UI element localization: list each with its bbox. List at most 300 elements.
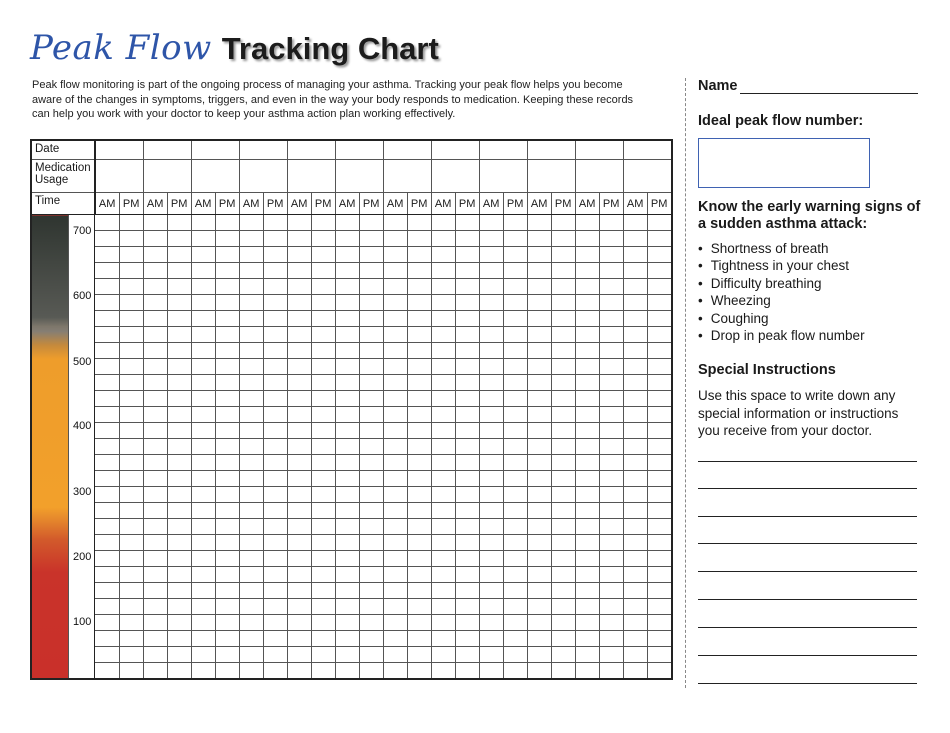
- reading-cell[interactable]: [383, 407, 407, 423]
- reading-cell[interactable]: [335, 279, 359, 295]
- reading-cell[interactable]: [215, 439, 239, 455]
- reading-cell[interactable]: [503, 279, 527, 295]
- medication-cell[interactable]: [527, 160, 575, 193]
- reading-cell[interactable]: [575, 471, 599, 487]
- reading-cell[interactable]: [95, 407, 120, 423]
- reading-cell[interactable]: [407, 343, 431, 359]
- reading-cell[interactable]: [359, 391, 383, 407]
- reading-cell[interactable]: [623, 311, 647, 327]
- reading-cell[interactable]: [215, 471, 239, 487]
- reading-cell[interactable]: [191, 279, 215, 295]
- reading-cell[interactable]: [455, 455, 479, 471]
- reading-cell[interactable]: [575, 247, 599, 263]
- reading-cell[interactable]: [215, 279, 239, 295]
- reading-cell[interactable]: [455, 535, 479, 551]
- reading-cell[interactable]: [191, 567, 215, 583]
- reading-cell[interactable]: [575, 631, 599, 647]
- reading-cell[interactable]: [215, 503, 239, 519]
- reading-cell[interactable]: [527, 231, 551, 247]
- reading-cell[interactable]: [335, 503, 359, 519]
- reading-cell[interactable]: [119, 215, 143, 231]
- reading-cell[interactable]: [191, 247, 215, 263]
- reading-cell[interactable]: [503, 647, 527, 663]
- reading-cell[interactable]: [311, 471, 335, 487]
- reading-cell[interactable]: [167, 567, 191, 583]
- reading-cell[interactable]: [503, 567, 527, 583]
- reading-cell[interactable]: [311, 279, 335, 295]
- reading-cell[interactable]: [383, 519, 407, 535]
- reading-cell[interactable]: [431, 487, 455, 503]
- reading-cell[interactable]: [167, 423, 191, 439]
- reading-cell[interactable]: [479, 487, 503, 503]
- reading-cell[interactable]: [359, 279, 383, 295]
- reading-cell[interactable]: [383, 663, 407, 680]
- date-cell[interactable]: [287, 140, 335, 160]
- reading-cell[interactable]: [191, 487, 215, 503]
- reading-cell[interactable]: [551, 295, 575, 311]
- date-cell[interactable]: [383, 140, 431, 160]
- reading-cell[interactable]: [215, 647, 239, 663]
- reading-cell[interactable]: [647, 647, 672, 663]
- reading-cell[interactable]: [383, 455, 407, 471]
- reading-cell[interactable]: [311, 215, 335, 231]
- reading-cell[interactable]: [479, 583, 503, 599]
- reading-cell[interactable]: [335, 663, 359, 680]
- reading-cell[interactable]: [431, 599, 455, 615]
- reading-cell[interactable]: [455, 375, 479, 391]
- reading-cell[interactable]: [119, 599, 143, 615]
- reading-cell[interactable]: [119, 311, 143, 327]
- reading-cell[interactable]: [95, 423, 120, 439]
- reading-cell[interactable]: [599, 663, 623, 680]
- reading-cell[interactable]: [119, 343, 143, 359]
- reading-cell[interactable]: [431, 327, 455, 343]
- reading-cell[interactable]: [407, 215, 431, 231]
- medication-cell[interactable]: [95, 160, 144, 193]
- reading-cell[interactable]: [599, 439, 623, 455]
- reading-cell[interactable]: [575, 295, 599, 311]
- instruction-line[interactable]: [698, 599, 917, 600]
- reading-cell[interactable]: [191, 375, 215, 391]
- reading-cell[interactable]: [455, 407, 479, 423]
- name-field[interactable]: [740, 79, 919, 94]
- reading-cell[interactable]: [215, 375, 239, 391]
- reading-cell[interactable]: [311, 263, 335, 279]
- reading-cell[interactable]: [479, 375, 503, 391]
- reading-cell[interactable]: [263, 503, 287, 519]
- reading-cell[interactable]: [647, 231, 672, 247]
- reading-cell[interactable]: [191, 535, 215, 551]
- reading-cell[interactable]: [503, 599, 527, 615]
- reading-cell[interactable]: [647, 615, 672, 631]
- reading-cell[interactable]: [455, 311, 479, 327]
- reading-cell[interactable]: [95, 343, 120, 359]
- reading-cell[interactable]: [335, 295, 359, 311]
- medication-cell[interactable]: [143, 160, 191, 193]
- reading-cell[interactable]: [287, 535, 311, 551]
- medication-cell[interactable]: [479, 160, 527, 193]
- reading-cell[interactable]: [647, 327, 672, 343]
- reading-cell[interactable]: [479, 407, 503, 423]
- reading-cell[interactable]: [215, 535, 239, 551]
- reading-cell[interactable]: [287, 599, 311, 615]
- reading-cell[interactable]: [143, 359, 167, 375]
- reading-cell[interactable]: [383, 551, 407, 567]
- reading-cell[interactable]: [335, 439, 359, 455]
- reading-cell[interactable]: [311, 231, 335, 247]
- reading-cell[interactable]: [383, 439, 407, 455]
- reading-cell[interactable]: [407, 263, 431, 279]
- reading-cell[interactable]: [431, 423, 455, 439]
- instruction-line[interactable]: [698, 683, 917, 684]
- reading-cell[interactable]: [191, 295, 215, 311]
- reading-cell[interactable]: [623, 407, 647, 423]
- reading-cell[interactable]: [287, 391, 311, 407]
- reading-cell[interactable]: [119, 487, 143, 503]
- reading-cell[interactable]: [551, 519, 575, 535]
- reading-cell[interactable]: [239, 519, 263, 535]
- reading-cell[interactable]: [527, 487, 551, 503]
- reading-cell[interactable]: [119, 263, 143, 279]
- reading-cell[interactable]: [383, 503, 407, 519]
- reading-cell[interactable]: [143, 647, 167, 663]
- reading-cell[interactable]: [215, 615, 239, 631]
- reading-cell[interactable]: [119, 423, 143, 439]
- reading-cell[interactable]: [599, 551, 623, 567]
- reading-cell[interactable]: [623, 423, 647, 439]
- reading-cell[interactable]: [383, 567, 407, 583]
- reading-cell[interactable]: [263, 631, 287, 647]
- reading-cell[interactable]: [191, 391, 215, 407]
- reading-cell[interactable]: [359, 471, 383, 487]
- reading-cell[interactable]: [239, 343, 263, 359]
- reading-cell[interactable]: [191, 359, 215, 375]
- reading-cell[interactable]: [191, 327, 215, 343]
- reading-cell[interactable]: [575, 599, 599, 615]
- reading-cell[interactable]: [263, 343, 287, 359]
- reading-cell[interactable]: [191, 599, 215, 615]
- reading-cell[interactable]: [95, 487, 120, 503]
- reading-cell[interactable]: [503, 407, 527, 423]
- reading-cell[interactable]: [599, 263, 623, 279]
- reading-cell[interactable]: [359, 503, 383, 519]
- reading-cell[interactable]: [95, 519, 120, 535]
- reading-cell[interactable]: [431, 279, 455, 295]
- reading-cell[interactable]: [167, 631, 191, 647]
- reading-cell[interactable]: [167, 375, 191, 391]
- reading-cell[interactable]: [215, 407, 239, 423]
- reading-cell[interactable]: [599, 295, 623, 311]
- reading-cell[interactable]: [167, 327, 191, 343]
- reading-cell[interactable]: [599, 599, 623, 615]
- reading-cell[interactable]: [479, 359, 503, 375]
- reading-cell[interactable]: [239, 279, 263, 295]
- reading-cell[interactable]: [335, 471, 359, 487]
- reading-cell[interactable]: [479, 663, 503, 680]
- reading-cell[interactable]: [311, 295, 335, 311]
- reading-cell[interactable]: [407, 375, 431, 391]
- reading-cell[interactable]: [95, 471, 120, 487]
- medication-cell[interactable]: [191, 160, 239, 193]
- reading-cell[interactable]: [575, 423, 599, 439]
- reading-cell[interactable]: [503, 231, 527, 247]
- reading-cell[interactable]: [599, 647, 623, 663]
- reading-cell[interactable]: [575, 279, 599, 295]
- reading-cell[interactable]: [479, 247, 503, 263]
- reading-cell[interactable]: [119, 583, 143, 599]
- reading-cell[interactable]: [215, 343, 239, 359]
- reading-cell[interactable]: [431, 391, 455, 407]
- reading-cell[interactable]: [143, 295, 167, 311]
- reading-cell[interactable]: [359, 631, 383, 647]
- reading-cell[interactable]: [239, 407, 263, 423]
- reading-cell[interactable]: [167, 231, 191, 247]
- reading-cell[interactable]: [167, 519, 191, 535]
- reading-cell[interactable]: [407, 647, 431, 663]
- reading-cell[interactable]: [599, 359, 623, 375]
- reading-cell[interactable]: [95, 279, 120, 295]
- reading-cell[interactable]: [407, 279, 431, 295]
- reading-cell[interactable]: [239, 247, 263, 263]
- reading-cell[interactable]: [527, 471, 551, 487]
- reading-cell[interactable]: [407, 631, 431, 647]
- instruction-line[interactable]: [698, 543, 917, 544]
- reading-cell[interactable]: [263, 567, 287, 583]
- reading-cell[interactable]: [527, 567, 551, 583]
- reading-cell[interactable]: [503, 471, 527, 487]
- reading-cell[interactable]: [527, 615, 551, 631]
- reading-cell[interactable]: [311, 423, 335, 439]
- reading-cell[interactable]: [263, 615, 287, 631]
- reading-cell[interactable]: [623, 519, 647, 535]
- reading-cell[interactable]: [647, 551, 672, 567]
- reading-cell[interactable]: [263, 487, 287, 503]
- reading-cell[interactable]: [407, 247, 431, 263]
- instruction-line[interactable]: [698, 488, 917, 489]
- reading-cell[interactable]: [311, 439, 335, 455]
- reading-cell[interactable]: [407, 311, 431, 327]
- reading-cell[interactable]: [239, 535, 263, 551]
- reading-cell[interactable]: [455, 503, 479, 519]
- reading-cell[interactable]: [383, 247, 407, 263]
- reading-cell[interactable]: [359, 519, 383, 535]
- reading-cell[interactable]: [551, 279, 575, 295]
- reading-cell[interactable]: [551, 327, 575, 343]
- reading-cell[interactable]: [263, 215, 287, 231]
- reading-cell[interactable]: [647, 215, 672, 231]
- reading-cell[interactable]: [359, 647, 383, 663]
- medication-cell[interactable]: [623, 160, 672, 193]
- reading-cell[interactable]: [455, 647, 479, 663]
- reading-cell[interactable]: [191, 343, 215, 359]
- reading-cell[interactable]: [527, 375, 551, 391]
- reading-cell[interactable]: [311, 535, 335, 551]
- reading-cell[interactable]: [383, 215, 407, 231]
- reading-cell[interactable]: [479, 343, 503, 359]
- reading-cell[interactable]: [479, 519, 503, 535]
- reading-cell[interactable]: [359, 327, 383, 343]
- reading-cell[interactable]: [599, 407, 623, 423]
- reading-cell[interactable]: [551, 535, 575, 551]
- reading-cell[interactable]: [215, 231, 239, 247]
- reading-cell[interactable]: [431, 519, 455, 535]
- reading-cell[interactable]: [263, 423, 287, 439]
- reading-cell[interactable]: [551, 647, 575, 663]
- reading-cell[interactable]: [359, 663, 383, 680]
- reading-cell[interactable]: [263, 407, 287, 423]
- reading-cell[interactable]: [431, 295, 455, 311]
- reading-cell[interactable]: [215, 359, 239, 375]
- reading-cell[interactable]: [407, 487, 431, 503]
- reading-cell[interactable]: [551, 311, 575, 327]
- reading-cell[interactable]: [263, 391, 287, 407]
- reading-cell[interactable]: [359, 231, 383, 247]
- reading-cell[interactable]: [239, 327, 263, 343]
- reading-cell[interactable]: [551, 583, 575, 599]
- reading-cell[interactable]: [527, 663, 551, 680]
- reading-cell[interactable]: [383, 231, 407, 247]
- reading-cell[interactable]: [95, 263, 120, 279]
- reading-cell[interactable]: [263, 519, 287, 535]
- reading-cell[interactable]: [575, 615, 599, 631]
- reading-cell[interactable]: [479, 615, 503, 631]
- reading-cell[interactable]: [383, 279, 407, 295]
- reading-cell[interactable]: [119, 407, 143, 423]
- reading-cell[interactable]: [191, 407, 215, 423]
- reading-cell[interactable]: [623, 391, 647, 407]
- reading-cell[interactable]: [575, 407, 599, 423]
- reading-cell[interactable]: [215, 487, 239, 503]
- reading-cell[interactable]: [383, 583, 407, 599]
- reading-cell[interactable]: [263, 599, 287, 615]
- date-cell[interactable]: [191, 140, 239, 160]
- reading-cell[interactable]: [335, 375, 359, 391]
- reading-cell[interactable]: [287, 503, 311, 519]
- reading-cell[interactable]: [287, 615, 311, 631]
- reading-cell[interactable]: [431, 471, 455, 487]
- reading-cell[interactable]: [647, 599, 672, 615]
- reading-cell[interactable]: [479, 535, 503, 551]
- reading-cell[interactable]: [623, 647, 647, 663]
- reading-cell[interactable]: [479, 327, 503, 343]
- reading-cell[interactable]: [263, 455, 287, 471]
- reading-cell[interactable]: [335, 327, 359, 343]
- date-cell[interactable]: [431, 140, 479, 160]
- reading-cell[interactable]: [167, 455, 191, 471]
- reading-cell[interactable]: [311, 487, 335, 503]
- reading-cell[interactable]: [263, 663, 287, 680]
- reading-cell[interactable]: [575, 359, 599, 375]
- reading-cell[interactable]: [215, 455, 239, 471]
- reading-cell[interactable]: [335, 231, 359, 247]
- reading-cell[interactable]: [287, 247, 311, 263]
- reading-cell[interactable]: [335, 391, 359, 407]
- reading-cell[interactable]: [575, 519, 599, 535]
- reading-cell[interactable]: [431, 407, 455, 423]
- reading-cell[interactable]: [575, 327, 599, 343]
- reading-cell[interactable]: [647, 583, 672, 599]
- reading-cell[interactable]: [335, 583, 359, 599]
- reading-cell[interactable]: [527, 263, 551, 279]
- reading-cell[interactable]: [167, 583, 191, 599]
- reading-cell[interactable]: [143, 519, 167, 535]
- reading-cell[interactable]: [623, 487, 647, 503]
- reading-cell[interactable]: [359, 487, 383, 503]
- reading-cell[interactable]: [335, 359, 359, 375]
- medication-cell[interactable]: [383, 160, 431, 193]
- reading-cell[interactable]: [551, 439, 575, 455]
- reading-cell[interactable]: [167, 503, 191, 519]
- reading-cell[interactable]: [575, 455, 599, 471]
- reading-cell[interactable]: [527, 631, 551, 647]
- reading-cell[interactable]: [623, 343, 647, 359]
- reading-cell[interactable]: [335, 599, 359, 615]
- reading-cell[interactable]: [287, 327, 311, 343]
- reading-cell[interactable]: [287, 583, 311, 599]
- reading-cell[interactable]: [479, 231, 503, 247]
- reading-cell[interactable]: [407, 551, 431, 567]
- reading-cell[interactable]: [623, 231, 647, 247]
- reading-cell[interactable]: [407, 663, 431, 680]
- reading-cell[interactable]: [359, 311, 383, 327]
- reading-cell[interactable]: [143, 375, 167, 391]
- reading-cell[interactable]: [647, 663, 672, 680]
- reading-cell[interactable]: [335, 647, 359, 663]
- reading-cell[interactable]: [623, 375, 647, 391]
- reading-cell[interactable]: [287, 663, 311, 680]
- reading-cell[interactable]: [431, 583, 455, 599]
- reading-cell[interactable]: [407, 615, 431, 631]
- reading-cell[interactable]: [527, 407, 551, 423]
- reading-cell[interactable]: [191, 615, 215, 631]
- reading-cell[interactable]: [407, 519, 431, 535]
- reading-cell[interactable]: [599, 215, 623, 231]
- reading-cell[interactable]: [287, 263, 311, 279]
- reading-cell[interactable]: [647, 567, 672, 583]
- reading-cell[interactable]: [167, 439, 191, 455]
- reading-cell[interactable]: [455, 295, 479, 311]
- reading-cell[interactable]: [503, 535, 527, 551]
- reading-cell[interactable]: [431, 567, 455, 583]
- reading-cell[interactable]: [239, 599, 263, 615]
- reading-cell[interactable]: [647, 503, 672, 519]
- reading-cell[interactable]: [359, 407, 383, 423]
- reading-cell[interactable]: [455, 359, 479, 375]
- reading-cell[interactable]: [239, 583, 263, 599]
- reading-cell[interactable]: [167, 247, 191, 263]
- reading-cell[interactable]: [143, 567, 167, 583]
- reading-cell[interactable]: [599, 567, 623, 583]
- reading-cell[interactable]: [479, 599, 503, 615]
- reading-cell[interactable]: [359, 567, 383, 583]
- reading-cell[interactable]: [575, 311, 599, 327]
- reading-cell[interactable]: [263, 359, 287, 375]
- reading-cell[interactable]: [287, 215, 311, 231]
- reading-cell[interactable]: [479, 503, 503, 519]
- reading-cell[interactable]: [647, 519, 672, 535]
- reading-cell[interactable]: [359, 263, 383, 279]
- reading-cell[interactable]: [95, 231, 120, 247]
- reading-cell[interactable]: [503, 615, 527, 631]
- reading-cell[interactable]: [143, 583, 167, 599]
- reading-cell[interactable]: [431, 215, 455, 231]
- reading-cell[interactable]: [383, 487, 407, 503]
- reading-cell[interactable]: [599, 279, 623, 295]
- reading-cell[interactable]: [599, 231, 623, 247]
- reading-cell[interactable]: [263, 247, 287, 263]
- reading-cell[interactable]: [167, 599, 191, 615]
- reading-cell[interactable]: [575, 439, 599, 455]
